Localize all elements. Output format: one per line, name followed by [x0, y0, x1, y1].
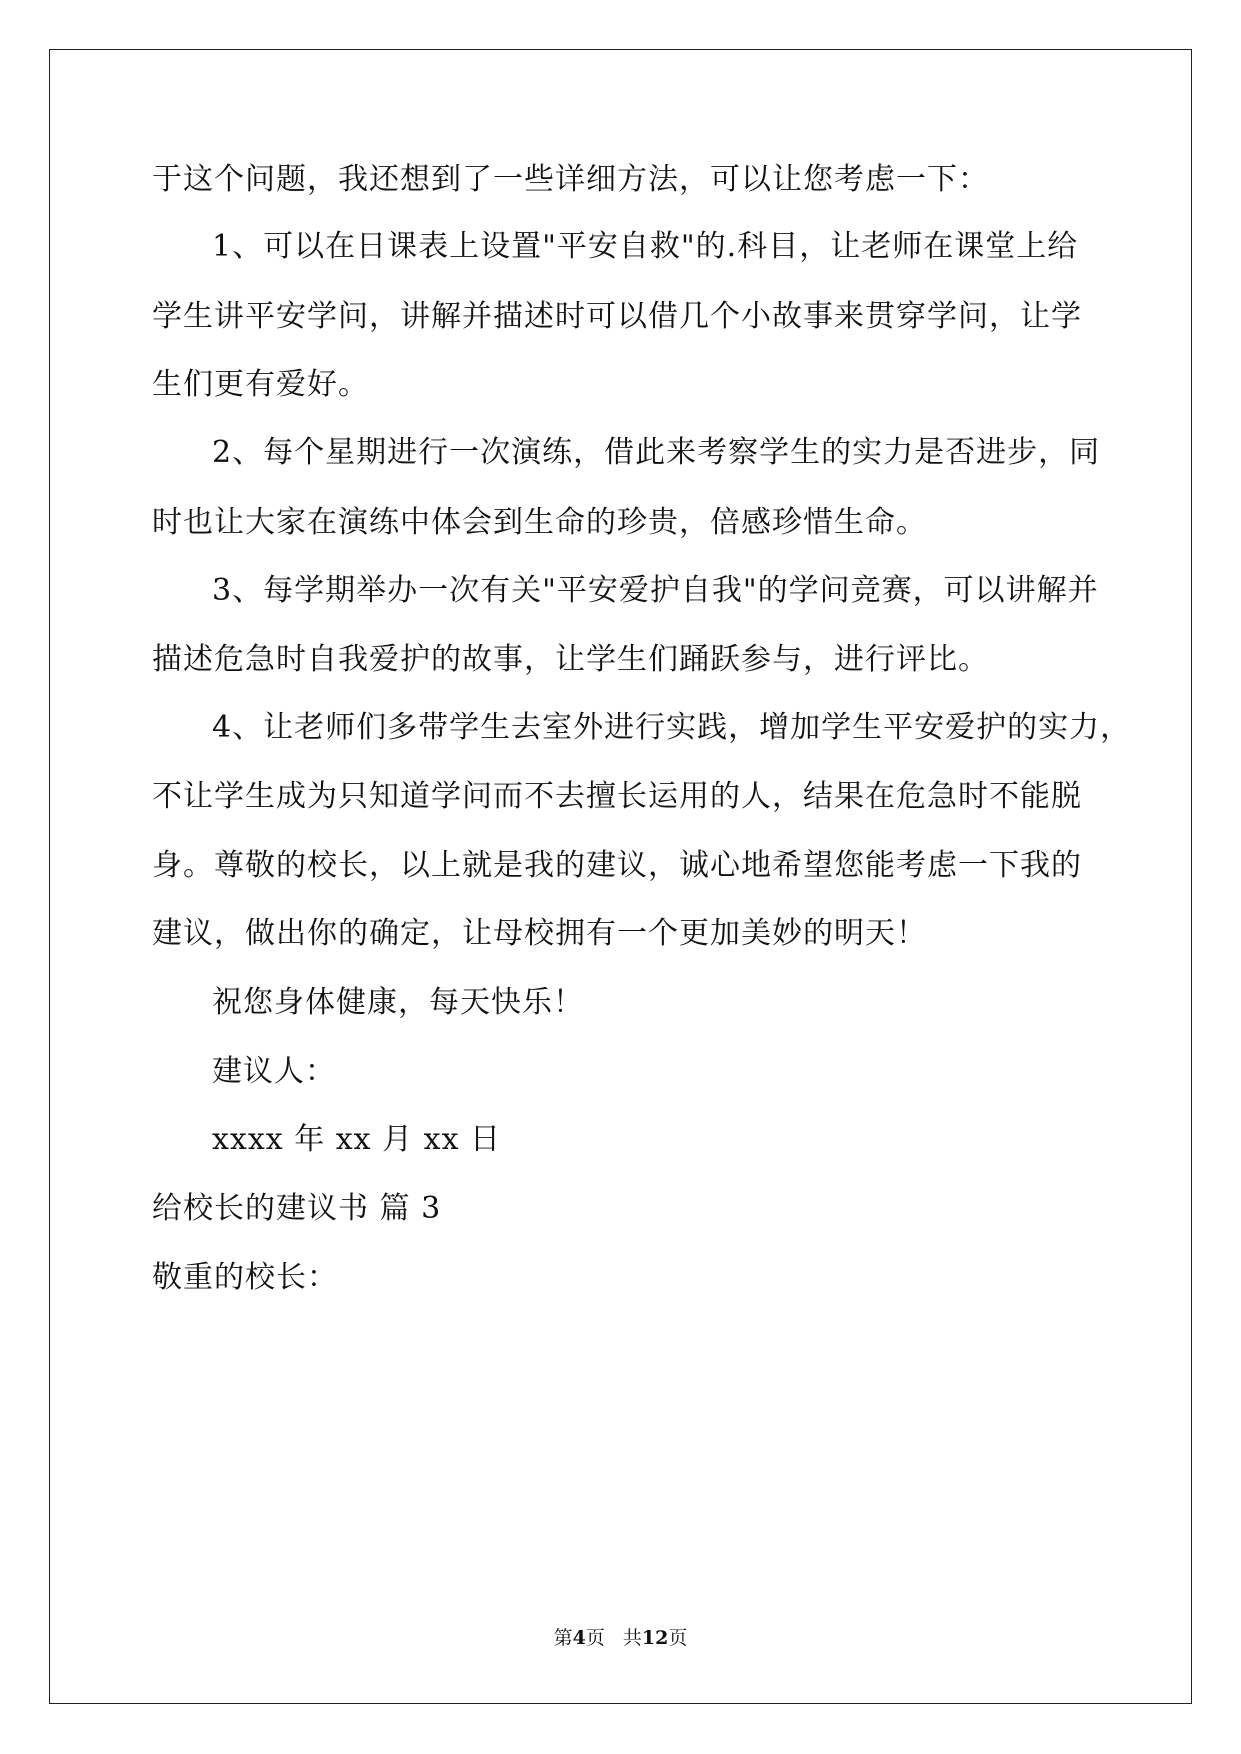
signature-label: 建议人： — [212, 1054, 336, 1089]
item-4-line-4: 建议，做出你的确定，让母校拥有一个更加美妙的明天！ — [152, 916, 927, 951]
footer-page-number: 4 — [572, 1627, 586, 1649]
footer-page-suffix: 页 — [585, 1627, 605, 1649]
salutation: 敬重的校长： — [152, 1260, 338, 1295]
item-2-line-2: 时也让大家在演练中体会到生命的珍贵，倍感珍惜生命。 — [152, 505, 927, 540]
item-3-line-2: 描述危急时自我爱护的故事，让学生们踊跃参与，进行评比。 — [152, 642, 989, 677]
footer-prefix: 第 — [553, 1627, 573, 1649]
date-line: xxxx 年 xx 月 xx 日 — [212, 1122, 502, 1157]
item-1-line-2: 学生讲平安学问，讲解并描述时可以借几个小故事来贯穿学问，让学 — [152, 299, 1082, 334]
item-1-line-1: 1、可以在日课表上设置"平安自救"的.科目，让老师在课堂上给 — [212, 229, 1079, 264]
closing-wish: 祝您身体健康，每天快乐！ — [212, 985, 584, 1020]
footer-total-pages: 12 — [641, 1627, 669, 1649]
item-4-line-1: 4、让老师们多带学生去室外进行实践，增加学生平安爱护的实力， — [212, 710, 1132, 745]
item-3-line-1: 3、每学期举办一次有关"平安爱护自我"的学问竞赛，可以讲解并 — [212, 573, 1099, 608]
body-line-1: 于这个问题，我还想到了一些详细方法，可以让您考虑一下： — [152, 162, 989, 197]
item-2-line-1: 2、每个星期进行一次演练，借此来考察学生的实力是否进步，同 — [212, 435, 1101, 470]
item-4-line-2: 不让学生成为只知道学问而不去擅长运用的人，结果在危急时不能脱 — [152, 779, 1082, 814]
page-footer — [0, 1626, 1241, 1650]
section-heading: 给校长的建议书 篇 3 — [152, 1191, 442, 1226]
footer-total-prefix: 共 — [622, 1627, 642, 1649]
footer-total-suffix: 页 — [668, 1627, 688, 1649]
item-4-line-3: 身。尊敬的校长，以上就是我的建议，诚心地希望您能考虑一下我的 — [152, 848, 1082, 883]
item-1-line-3: 生们更有爱好。 — [152, 367, 369, 402]
